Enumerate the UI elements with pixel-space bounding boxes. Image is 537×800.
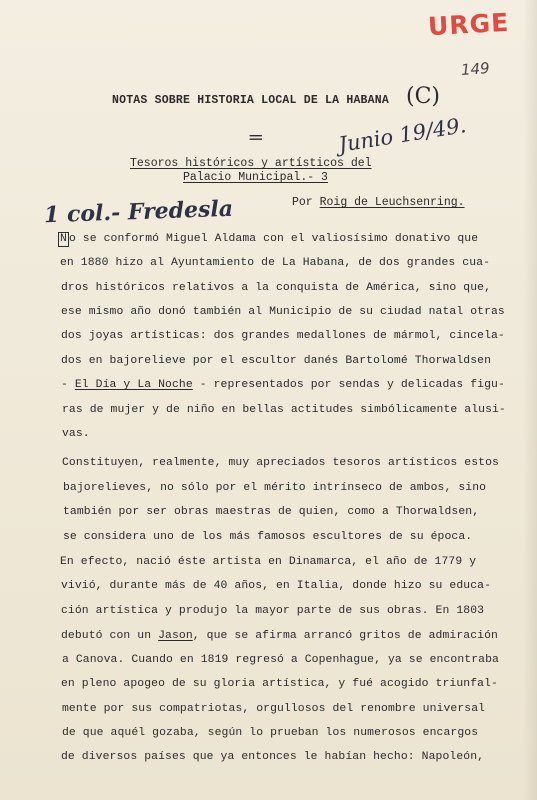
dropcap-letter: N — [60, 233, 67, 245]
body-line: vivió, durante más de 40 años, en Italia, donde hizo su educa- — [61, 580, 492, 592]
body-line: dos en bajorelieve por el escultor danés Bartolomé Thorwaldsen — [61, 355, 492, 367]
body-line: en pleno apogeo de su gloria artística, y fué acogido triunfal- — [61, 678, 498, 690]
body-line: ras de mujer y de niño en bellas actitudes simbólicamente alusi- — [62, 404, 506, 416]
subtitle-line-1: Tesoros históricos y artísticos del — [130, 157, 372, 170]
body-line: también por ser obras maestras de quien, como a Thorwaldsen, — [63, 506, 480, 518]
body-line — [58, 232, 478, 247]
conjunction: y — [116, 379, 138, 391]
line-suffix: , que se afirma arrancó gritos de admiración — [192, 630, 498, 642]
body-line: vas. — [62, 428, 90, 440]
line-prefix: debutó con un — [61, 630, 159, 642]
body-line: de que aquél gozaba, según lo prueban los numerosos encargos — [62, 727, 479, 739]
subtitle-line-2: Palacio Municipal.- 3 — [183, 171, 328, 184]
work-title-jason: Jason — [158, 630, 193, 642]
byline — [292, 196, 465, 209]
handwritten-column-note: 1 col.- Fredesla — [43, 195, 234, 229]
body-line: ese mismo año donó también al Municipio de su ciudad natal otras — [61, 306, 505, 318]
body-line — [61, 630, 498, 642]
body-line: mente por sus compatriotas, orgullosos del renombre universal — [62, 703, 486, 715]
body-line: se considera uno de los más famosos escultores de su época. — [63, 531, 473, 543]
page-title: NOTAS SOBRE HISTORIA LOCAL DE LA HABANA — [112, 94, 389, 107]
line-suffix: - representados por sendas y delicadas figu- — [192, 379, 505, 391]
body-line: Constituyen, realmente, muy apreciados tesoros artísticos estos — [62, 457, 499, 469]
body-line-text: o se conformó Miguel Aldama con el valiosísimo donativo que — [68, 233, 479, 245]
author-name: Roig de Leuchsenring. — [319, 196, 465, 209]
work-title-la-noche: La Noche — [137, 379, 193, 391]
work-title-el-dia: El Día — [74, 379, 117, 391]
handwritten-paren-mark: (C) — [406, 84, 440, 109]
body-line: dros históricos relativos a la conquista de América, sino que, — [61, 282, 492, 294]
body-line — [61, 379, 505, 391]
body-line: de diversos países que ya entonces le habían hecho: Napoleón, — [61, 751, 485, 763]
body-line: a Canova. Cuando en 1819 regresó a Copenhague, ya se encontraba — [62, 654, 499, 666]
handwritten-date: Junio 19/49. — [336, 113, 468, 157]
page-number: 149 — [460, 59, 491, 79]
body-line: ción artística y produjo la mayor parte de sus obras. En 1803 — [61, 605, 485, 617]
urge-annotation: URGE — [427, 7, 510, 42]
body-line: dos joyas artísticas: dos grandes medallones de mármol, cincela- — [61, 330, 505, 342]
separator-mark: == — [249, 131, 261, 146]
byline-prefix: Por — [292, 196, 320, 209]
line-prefix: - — [61, 379, 75, 391]
body-line: bajorelieves, no sólo por el mérito intrínseco de ambos, sino — [63, 482, 487, 494]
body-line: en 1880 hizo al Ayuntamiento de La Habana, de dos grandes cua- — [60, 257, 491, 269]
body-line: En efecto, nació éste artista en Dinamarca, el año de 1779 y — [60, 556, 477, 568]
